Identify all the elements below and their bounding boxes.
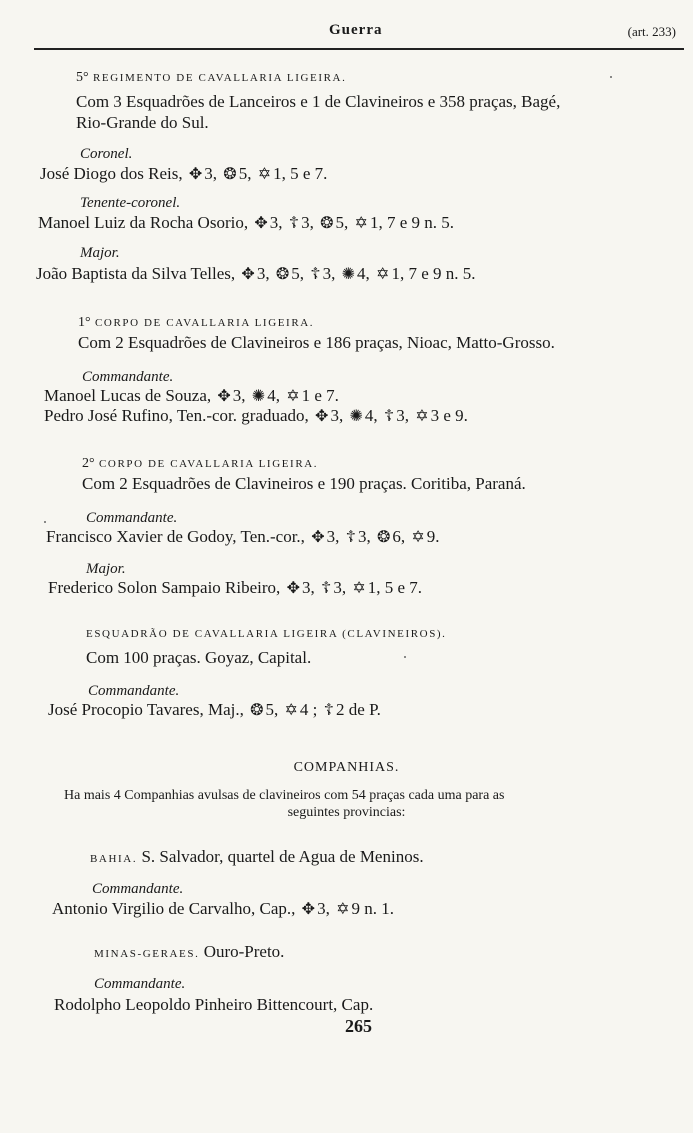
province-label: MINAS-GERAES.	[94, 948, 200, 960]
officer-name: Francisco Xavier de Godoy, Ten.-cor.,	[46, 527, 305, 546]
decoration-class: 3,	[330, 406, 344, 425]
section-description: Com 3 Esquadrões de Lanceiros e 1 de Clavineiros e 358 praças, Bagé,	[76, 92, 561, 111]
province-entry	[90, 847, 424, 867]
medal-icon: ❂	[250, 702, 264, 719]
companhias-text: Ha mais 4 Companhias avulsas de clavineiros com 54 praças cada uma para as	[64, 788, 505, 803]
officer-entry	[48, 578, 422, 598]
decoration-class: 9 n. 1.	[351, 899, 394, 918]
officer-name: João Baptista da Silva Telles,	[36, 264, 236, 283]
section-heading: ESQUADRÃO DE CAVALLARIA LIGEIRA (CLAVINEIROS).	[86, 628, 447, 640]
patriarchal-cross-icon: ☦	[288, 215, 300, 232]
officer-entry	[46, 527, 440, 547]
cross-icon: ✥	[188, 166, 203, 183]
decoration-class: 3,	[326, 527, 340, 546]
heading-text: REGIMENTO DE CAVALLARIA LIGEIRA.	[92, 72, 347, 84]
medal-icon: ❂	[320, 215, 334, 232]
officer-entry	[38, 213, 454, 233]
decoration-class: 9.	[426, 527, 440, 546]
cross-icon: ✥	[311, 529, 325, 546]
cross-icon: ✥	[217, 388, 231, 405]
page-number: 265	[345, 1016, 372, 1036]
decoration-class: 4 ;	[299, 700, 318, 719]
rank-label: Tenente-coronel.	[80, 195, 181, 211]
decoration-class: 3,	[322, 264, 336, 283]
star-icon: ✡	[352, 580, 366, 597]
province-entry	[94, 942, 284, 962]
rosette-icon: ✺	[251, 388, 266, 405]
decoration-class: 3,	[357, 527, 371, 546]
officer-entry	[44, 386, 339, 406]
decoration-class: 5,	[291, 264, 304, 283]
rank-label: Commandante.	[92, 881, 184, 897]
rank-label: Commandante.	[94, 976, 186, 992]
officer-entry: Rodolpho Leopoldo Pinheiro Bittencourt, Cap.	[54, 995, 374, 1014]
decoration-class: 1, 7 e 9 n. 5.	[369, 213, 454, 232]
header-article: (art. 233)	[627, 24, 676, 39]
decoration-class: 1, 5 e 7.	[273, 164, 328, 183]
officer-entry	[40, 164, 327, 184]
header-title: Guerra	[329, 22, 383, 38]
patriarchal-cross-icon: ☦	[383, 408, 395, 425]
section-description: Rio-Grande do Sul.	[76, 113, 209, 132]
section-description: Com 100 praças. Goyaz, Capital.	[86, 648, 312, 667]
cross-icon: ✥	[254, 215, 268, 232]
officer-entry	[44, 406, 468, 426]
officer-name: José Diogo dos Reis,	[40, 164, 183, 183]
rosette-icon: ✺	[341, 266, 356, 283]
patriarchal-cross-icon: ☦	[320, 580, 332, 597]
heading-number: 5°	[76, 70, 89, 85]
decoration-class: 4,	[364, 406, 378, 425]
rank-label: Commandante.	[82, 369, 174, 385]
province-location: S. Salvador, quartel de Agua de Meninos.	[141, 847, 424, 866]
decoration-class: 3,	[301, 578, 315, 597]
star-icon: ✡	[376, 266, 390, 283]
header-rule	[34, 48, 684, 50]
cross-icon: ✥	[241, 266, 255, 283]
rosette-icon: ✺	[349, 408, 363, 425]
section-heading	[82, 456, 318, 472]
heading-text: CORPO DE CAVALLARIA LIGEIRA.	[98, 458, 319, 470]
heading-number: 1°	[78, 315, 91, 330]
cross-icon: ✥	[315, 408, 329, 425]
patriarchal-cross-icon: ☦	[310, 266, 321, 283]
print-speck	[44, 521, 46, 523]
decoration-class: 1, 7 e 9 n. 5.	[391, 264, 476, 283]
star-icon: ✡	[415, 408, 429, 425]
officer-name: Manoel Lucas de Souza,	[44, 386, 212, 405]
decoration-class: 4,	[357, 264, 370, 283]
decoration-class: 1, 5 e 7.	[367, 578, 423, 597]
star-icon: ✡	[354, 215, 368, 232]
decoration-class: 3,	[204, 164, 218, 183]
province-location: Ouro-Preto.	[203, 942, 285, 961]
section-heading	[78, 315, 314, 331]
section-description: Com 2 Esquadrões de Clavineiros e 190 praças. Coritiba, Paraná.	[82, 474, 526, 493]
companhias-text: seguintes provincias:	[287, 805, 406, 820]
star-icon: ✡	[257, 166, 272, 183]
rank-label: Coronel.	[80, 146, 133, 162]
decoration-class: 3,	[256, 264, 270, 283]
decoration-class: 3 e 9.	[430, 406, 468, 425]
officer-name: Frederico Solon Sampaio Ribeiro,	[48, 578, 281, 597]
officer-entry	[36, 264, 475, 284]
star-icon: ✡	[411, 529, 425, 546]
page-header	[34, 20, 684, 46]
print-speck	[610, 76, 612, 78]
companhias-title: COMPANHIAS.	[293, 760, 400, 775]
star-icon: ✡	[336, 901, 350, 918]
decoration-class: 5,	[335, 213, 349, 232]
star-icon: ✡	[286, 388, 300, 405]
cross-icon: ✥	[286, 580, 300, 597]
decoration-class: 3,	[396, 406, 409, 425]
officer-name: Antonio Virgilio de Carvalho, Cap.,	[52, 899, 296, 918]
rank-label: Commandante.	[86, 510, 178, 526]
medal-icon: ❂	[376, 529, 391, 546]
decoration-class: 3,	[232, 386, 246, 405]
medal-icon: ❂	[223, 166, 237, 183]
decoration-class: 3,	[333, 578, 347, 597]
decoration-class: 3,	[301, 213, 314, 232]
print-speck	[404, 656, 406, 658]
province-label: BAHIA.	[90, 853, 138, 865]
decoration-class: 6,	[392, 527, 406, 546]
decoration-class: 3,	[269, 213, 283, 232]
heading-number: 2°	[82, 456, 95, 471]
rank-label: Major.	[80, 245, 120, 261]
cross-icon: ✥	[301, 901, 316, 918]
officer-name: Pedro José Rufino, Ten.-cor. graduado,	[44, 406, 309, 425]
decoration-class: 1 e 7.	[301, 386, 339, 405]
officer-entry	[52, 899, 394, 919]
section-heading	[76, 70, 346, 86]
decoration-class: 5,	[265, 700, 279, 719]
officer-name: Manoel Luiz da Rocha Osorio,	[38, 213, 249, 232]
section-description: Com 2 Esquadrões de Clavineiros e 186 praças, Nioac, Matto-Grosso.	[78, 333, 555, 352]
decoration-class: 4,	[267, 386, 280, 405]
rank-label: Commandante.	[88, 683, 180, 699]
medal-icon: ❂	[275, 266, 290, 283]
rank-label: Major.	[86, 561, 126, 577]
heading-text: CORPO DE CAVALLARIA LIGEIRA.	[94, 317, 315, 329]
officer-name: José Procopio Tavares, Maj.,	[48, 700, 244, 719]
decoration-class: 5,	[238, 164, 252, 183]
officer-entry	[48, 700, 381, 720]
patriarchal-cross-icon: ☦	[345, 529, 356, 546]
decoration-class: 3,	[317, 899, 330, 918]
star-icon: ✡	[284, 702, 298, 719]
patriarchal-cross-icon: ☦	[323, 702, 335, 719]
decoration-class: 2 de P.	[336, 700, 381, 719]
